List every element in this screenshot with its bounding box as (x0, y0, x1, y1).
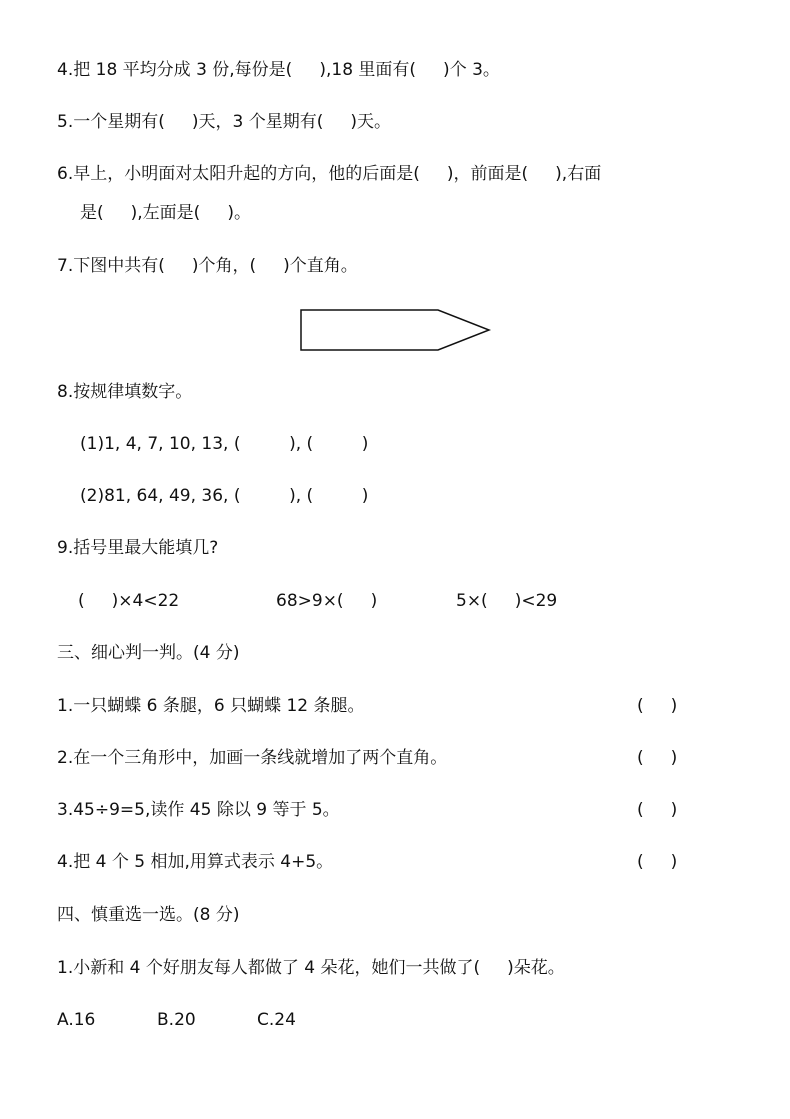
question-9-c: 5×( )<29 (456, 591, 558, 611)
option-c: C.24 (257, 1010, 296, 1030)
question-8: 8.按规律填数字。 (57, 382, 193, 402)
option-a: A.16 (57, 1010, 96, 1030)
question-9: 9.括号里最大能填几? (57, 538, 219, 558)
question-8-part-1: (1)1, 4, 7, 10, 13, ( ), ( ) (80, 434, 369, 454)
question-9-b: 68>9×( ) (276, 591, 378, 611)
question-5: 5.一个星期有( )天，3 个星期有( )天。 (57, 112, 392, 132)
judge-item-text: 1.一只蝴蝶 6 条腿，6 只蝴蝶 12 条腿。 (57, 696, 365, 716)
section-3-heading: 三、细心判一判。(4 分) (57, 643, 240, 663)
judge-item-text: 3.45÷9=5,读作 45 除以 9 等于 5。 (57, 800, 340, 820)
question-6-line-1: 6.早上，小明面对太阳升起的方向，他的后面是( )，前面是( ),右面 (57, 164, 602, 184)
judge-item-text: 2.在一个三角形中，加画一条线就增加了两个直角。 (57, 748, 448, 768)
pentagon-figure (300, 308, 492, 354)
judge-item-answer: ( ) (637, 696, 678, 716)
question-6-line-2: 是( ),左面是( )。 (80, 203, 251, 223)
section-4-heading: 四、慎重选一选。(8 分) (57, 905, 240, 925)
judge-item-answer: ( ) (637, 800, 678, 820)
judge-item-answer: ( ) (637, 852, 678, 872)
question-8-part-2: (2)81, 64, 49, 36, ( ), ( ) (80, 486, 369, 506)
option-b: B.20 (157, 1010, 196, 1030)
question-7: 7.下图中共有( )个角，( )个直角。 (57, 256, 358, 276)
choice-question-1: 1.小新和 4 个好朋友每人都做了 4 朵花，她们一共做了( )朵花。 (57, 958, 565, 978)
question-4: 4.把 18 平均分成 3 份,每份是( ),18 里面有( )个 3。 (57, 60, 500, 80)
question-9-a: ( )×4<22 (78, 591, 180, 611)
judge-item-answer: ( ) (637, 748, 678, 768)
judge-item-text: 4.把 4 个 5 相加,用算式表示 4+5。 (57, 852, 334, 872)
